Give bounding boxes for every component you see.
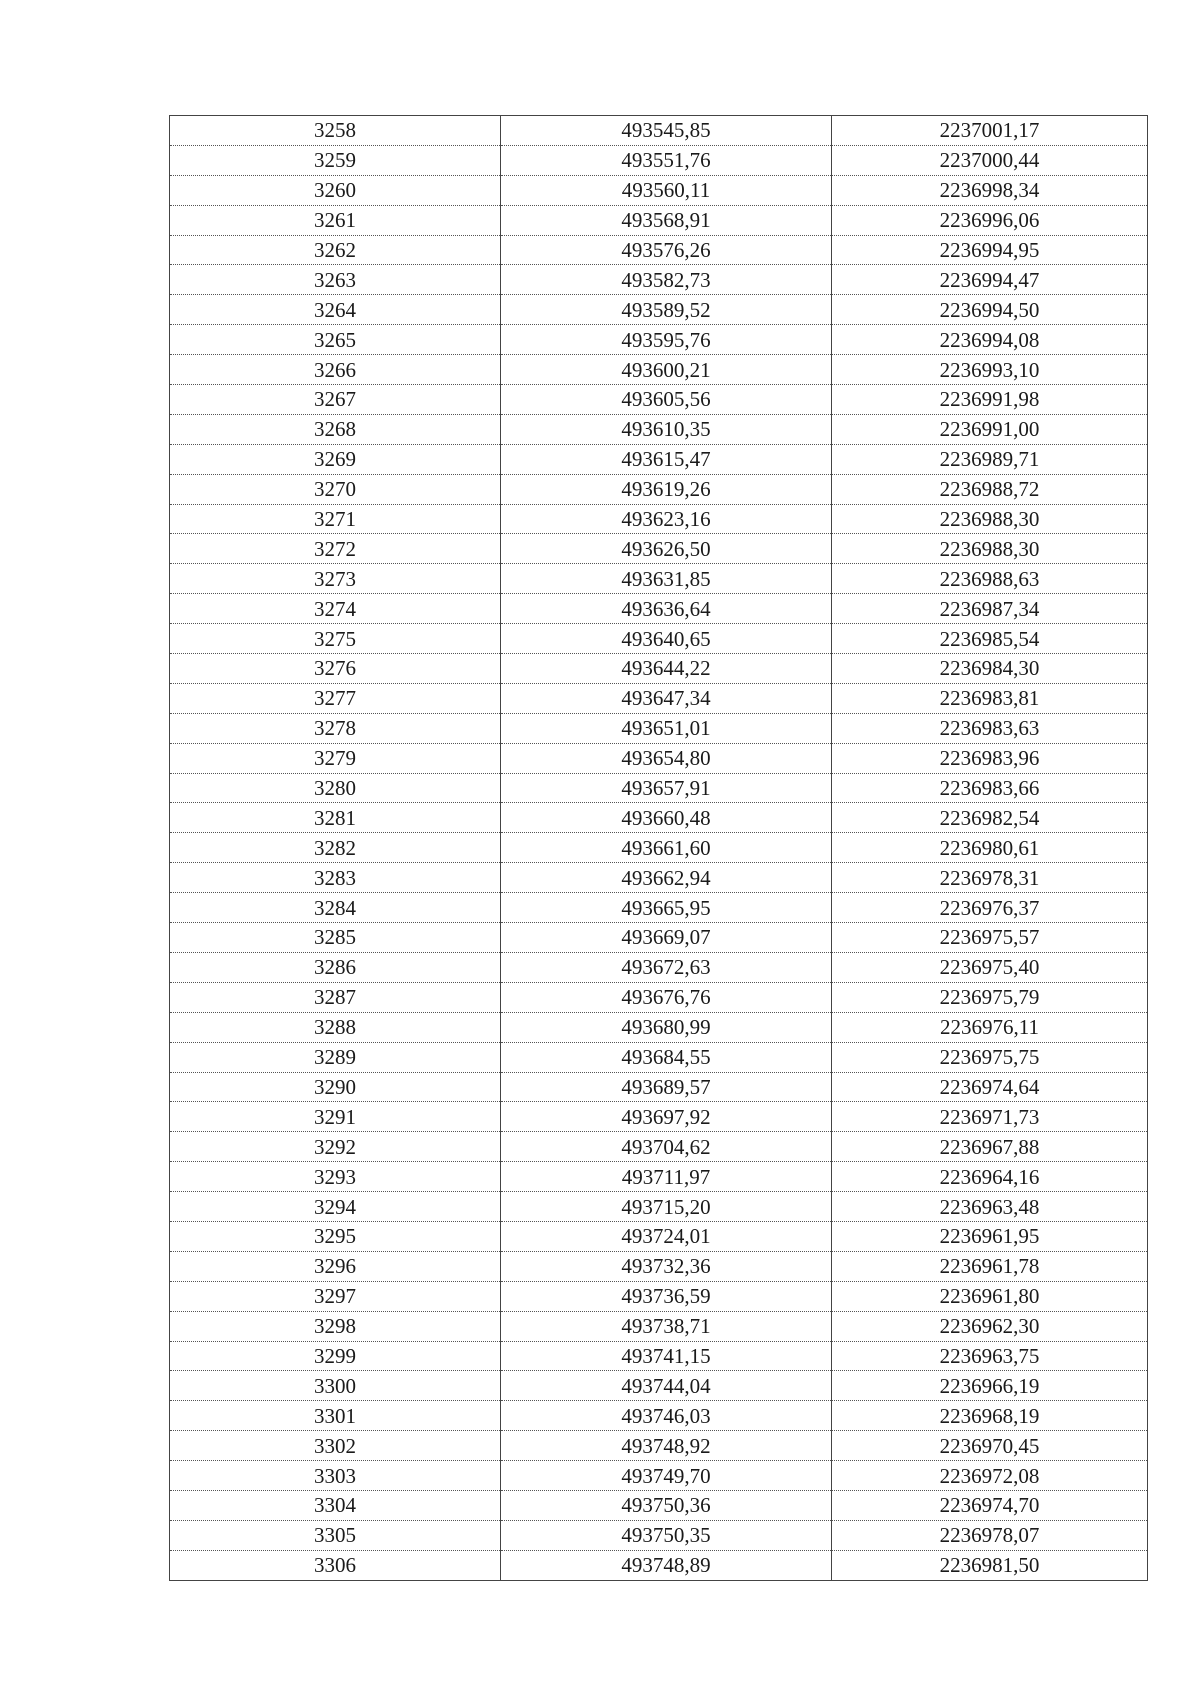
point-number-cell: 3270 [170,474,501,504]
point-number-cell: 3269 [170,444,501,474]
point-number-cell: 3306 [170,1550,501,1580]
point-number-cell: 3272 [170,534,501,564]
point-number-cell: 3278 [170,713,501,743]
x-coordinate-cell: 493748,92 [501,1431,832,1461]
x-coordinate-cell: 493676,76 [501,982,832,1012]
y-coordinate-cell: 2236988,30 [832,534,1148,564]
x-coordinate-cell: 493684,55 [501,1042,832,1072]
x-coordinate-cell: 493750,35 [501,1520,832,1550]
x-coordinate-cell: 493640,65 [501,624,832,654]
point-number-cell: 3263 [170,265,501,295]
table-row [170,295,1148,325]
y-coordinate-cell: 2236993,10 [832,355,1148,385]
x-coordinate-cell: 493626,50 [501,534,832,564]
point-number-cell: 3300 [170,1371,501,1401]
point-number-cell: 3268 [170,414,501,444]
point-number-cell: 3266 [170,355,501,385]
x-coordinate-cell: 493704,62 [501,1132,832,1162]
point-number-cell: 3286 [170,952,501,982]
y-coordinate-cell: 2236988,72 [832,474,1148,504]
x-coordinate-cell: 493680,99 [501,1012,832,1042]
point-number-cell: 3280 [170,773,501,803]
point-number-cell: 3264 [170,295,501,325]
y-coordinate-cell: 2236962,30 [832,1311,1148,1341]
x-coordinate-cell: 493610,35 [501,414,832,444]
x-coordinate-cell: 493576,26 [501,235,832,265]
point-number-cell: 3293 [170,1162,501,1192]
point-number-cell: 3294 [170,1192,501,1222]
table-row [170,1550,1148,1580]
table-row [170,1162,1148,1192]
table-row [170,1341,1148,1371]
x-coordinate-cell: 493660,48 [501,803,832,833]
table-row [170,683,1148,713]
table-row [170,773,1148,803]
table-row [170,235,1148,265]
point-number-cell: 3299 [170,1341,501,1371]
table-row [170,1461,1148,1491]
x-coordinate-cell: 493697,92 [501,1102,832,1132]
point-number-cell: 3261 [170,205,501,235]
y-coordinate-cell: 2236974,70 [832,1490,1148,1520]
y-coordinate-cell: 2236963,75 [832,1341,1148,1371]
y-coordinate-cell: 2236989,71 [832,444,1148,474]
x-coordinate-cell: 493662,94 [501,863,832,893]
y-coordinate-cell: 2236988,30 [832,504,1148,534]
x-coordinate-cell: 493631,85 [501,564,832,594]
table-row [170,1281,1148,1311]
y-coordinate-cell: 2236976,37 [832,893,1148,923]
table-row [170,654,1148,684]
table-row [170,1042,1148,1072]
point-number-cell: 3296 [170,1251,501,1281]
table-row [170,713,1148,743]
y-coordinate-cell: 2236996,06 [832,205,1148,235]
table-row [170,833,1148,863]
x-coordinate-cell: 493582,73 [501,265,832,295]
y-coordinate-cell: 2236991,00 [832,414,1148,444]
point-number-cell: 3285 [170,923,501,953]
table-row [170,205,1148,235]
table-row [170,624,1148,654]
table-row [170,1431,1148,1461]
point-number-cell: 3288 [170,1012,501,1042]
table-row [170,175,1148,205]
x-coordinate-cell: 493665,95 [501,893,832,923]
table-row [170,1132,1148,1162]
y-coordinate-cell: 2236994,47 [832,265,1148,295]
x-coordinate-cell: 493589,52 [501,295,832,325]
x-coordinate-cell: 493644,22 [501,654,832,684]
x-coordinate-cell: 493647,34 [501,683,832,713]
x-coordinate-cell: 493657,91 [501,773,832,803]
x-coordinate-cell: 493651,01 [501,713,832,743]
table-row [170,534,1148,564]
x-coordinate-cell: 493711,97 [501,1162,832,1192]
table-row [170,1102,1148,1132]
table-row [170,1012,1148,1042]
point-number-cell: 3262 [170,235,501,265]
y-coordinate-cell: 2236964,16 [832,1162,1148,1192]
point-number-cell: 3303 [170,1461,501,1491]
y-coordinate-cell: 2236970,45 [832,1431,1148,1461]
point-number-cell: 3292 [170,1132,501,1162]
table-row [170,923,1148,953]
x-coordinate-cell: 493661,60 [501,833,832,863]
y-coordinate-cell: 2236983,96 [832,743,1148,773]
table-row [170,444,1148,474]
point-number-cell: 3282 [170,833,501,863]
y-coordinate-cell: 2236978,31 [832,863,1148,893]
x-coordinate-cell: 493615,47 [501,444,832,474]
point-number-cell: 3305 [170,1520,501,1550]
y-coordinate-cell: 2236980,61 [832,833,1148,863]
y-coordinate-cell: 2236982,54 [832,803,1148,833]
y-coordinate-cell: 2236966,19 [832,1371,1148,1401]
point-number-cell: 3295 [170,1221,501,1251]
x-coordinate-cell: 493749,70 [501,1461,832,1491]
coordinates-table-body [170,116,1148,1581]
x-coordinate-cell: 493715,20 [501,1192,832,1222]
point-number-cell: 3265 [170,325,501,355]
table-row [170,116,1148,146]
point-number-cell: 3258 [170,116,501,146]
x-coordinate-cell: 493623,16 [501,504,832,534]
x-coordinate-cell: 493672,63 [501,952,832,982]
x-coordinate-cell: 493669,07 [501,923,832,953]
y-coordinate-cell: 2236985,54 [832,624,1148,654]
y-coordinate-cell: 2236961,80 [832,1281,1148,1311]
x-coordinate-cell: 493654,80 [501,743,832,773]
y-coordinate-cell: 2236978,07 [832,1520,1148,1550]
y-coordinate-cell: 2236994,95 [832,235,1148,265]
x-coordinate-cell: 493741,15 [501,1341,832,1371]
x-coordinate-cell: 493600,21 [501,355,832,385]
y-coordinate-cell: 2236983,66 [832,773,1148,803]
point-number-cell: 3259 [170,145,501,175]
point-number-cell: 3271 [170,504,501,534]
table-row [170,893,1148,923]
point-number-cell: 3283 [170,863,501,893]
table-row [170,952,1148,982]
point-number-cell: 3267 [170,385,501,415]
table-row [170,385,1148,415]
y-coordinate-cell: 2236983,63 [832,713,1148,743]
point-number-cell: 3302 [170,1431,501,1461]
table-row [170,504,1148,534]
y-coordinate-cell: 2236983,81 [832,683,1148,713]
x-coordinate-cell: 493619,26 [501,474,832,504]
point-number-cell: 3276 [170,654,501,684]
y-coordinate-cell: 2236972,08 [832,1461,1148,1491]
x-coordinate-cell: 493748,89 [501,1550,832,1580]
point-number-cell: 3301 [170,1401,501,1431]
table-row [170,474,1148,504]
y-coordinate-cell: 2236988,63 [832,564,1148,594]
y-coordinate-cell: 2236981,50 [832,1550,1148,1580]
y-coordinate-cell: 2236987,34 [832,594,1148,624]
table-row [170,265,1148,295]
table-row [170,1221,1148,1251]
point-number-cell: 3277 [170,683,501,713]
y-coordinate-cell: 2236984,30 [832,654,1148,684]
x-coordinate-cell: 493605,56 [501,385,832,415]
y-coordinate-cell: 2236963,48 [832,1192,1148,1222]
table-row [170,803,1148,833]
y-coordinate-cell: 2236968,19 [832,1401,1148,1431]
point-number-cell: 3304 [170,1490,501,1520]
x-coordinate-cell: 493744,04 [501,1371,832,1401]
y-coordinate-cell: 2236976,11 [832,1012,1148,1042]
y-coordinate-cell: 2236975,57 [832,923,1148,953]
point-number-cell: 3298 [170,1311,501,1341]
table-row [170,1072,1148,1102]
table-row [170,1192,1148,1222]
point-number-cell: 3289 [170,1042,501,1072]
point-number-cell: 3297 [170,1281,501,1311]
point-number-cell: 3279 [170,743,501,773]
x-coordinate-cell: 493736,59 [501,1281,832,1311]
y-coordinate-cell: 2237000,44 [832,145,1148,175]
y-coordinate-cell: 2236974,64 [832,1072,1148,1102]
x-coordinate-cell: 493545,85 [501,116,832,146]
x-coordinate-cell: 493560,11 [501,175,832,205]
table-row [170,594,1148,624]
table-row [170,145,1148,175]
point-number-cell: 3291 [170,1102,501,1132]
table-row [170,325,1148,355]
table-row [170,863,1148,893]
x-coordinate-cell: 493636,64 [501,594,832,624]
point-number-cell: 3274 [170,594,501,624]
point-number-cell: 3260 [170,175,501,205]
y-coordinate-cell: 2236994,50 [832,295,1148,325]
table-row [170,564,1148,594]
x-coordinate-cell: 493689,57 [501,1072,832,1102]
x-coordinate-cell: 493738,71 [501,1311,832,1341]
x-coordinate-cell: 493568,91 [501,205,832,235]
table-row [170,743,1148,773]
y-coordinate-cell: 2236961,95 [832,1221,1148,1251]
y-coordinate-cell: 2236998,34 [832,175,1148,205]
coordinates-table [169,115,1148,1581]
x-coordinate-cell: 493595,76 [501,325,832,355]
point-number-cell: 3284 [170,893,501,923]
y-coordinate-cell: 2236975,79 [832,982,1148,1012]
table-row [170,1401,1148,1431]
x-coordinate-cell: 493724,01 [501,1221,832,1251]
point-number-cell: 3287 [170,982,501,1012]
point-number-cell: 3281 [170,803,501,833]
table-row [170,1251,1148,1281]
table-row [170,414,1148,444]
table-row [170,1371,1148,1401]
table-row [170,355,1148,385]
y-coordinate-cell: 2236975,75 [832,1042,1148,1072]
table-row [170,1311,1148,1341]
x-coordinate-cell: 493732,36 [501,1251,832,1281]
point-number-cell: 3273 [170,564,501,594]
table-row [170,1490,1148,1520]
x-coordinate-cell: 493746,03 [501,1401,832,1431]
table-row [170,1520,1148,1550]
table-row [170,982,1148,1012]
point-number-cell: 3290 [170,1072,501,1102]
x-coordinate-cell: 493551,76 [501,145,832,175]
y-coordinate-cell: 2236991,98 [832,385,1148,415]
y-coordinate-cell: 2236971,73 [832,1102,1148,1132]
x-coordinate-cell: 493750,36 [501,1490,832,1520]
y-coordinate-cell: 2236967,88 [832,1132,1148,1162]
y-coordinate-cell: 2236975,40 [832,952,1148,982]
y-coordinate-cell: 2236961,78 [832,1251,1148,1281]
point-number-cell: 3275 [170,624,501,654]
y-coordinate-cell: 2236994,08 [832,325,1148,355]
y-coordinate-cell: 2237001,17 [832,116,1148,146]
